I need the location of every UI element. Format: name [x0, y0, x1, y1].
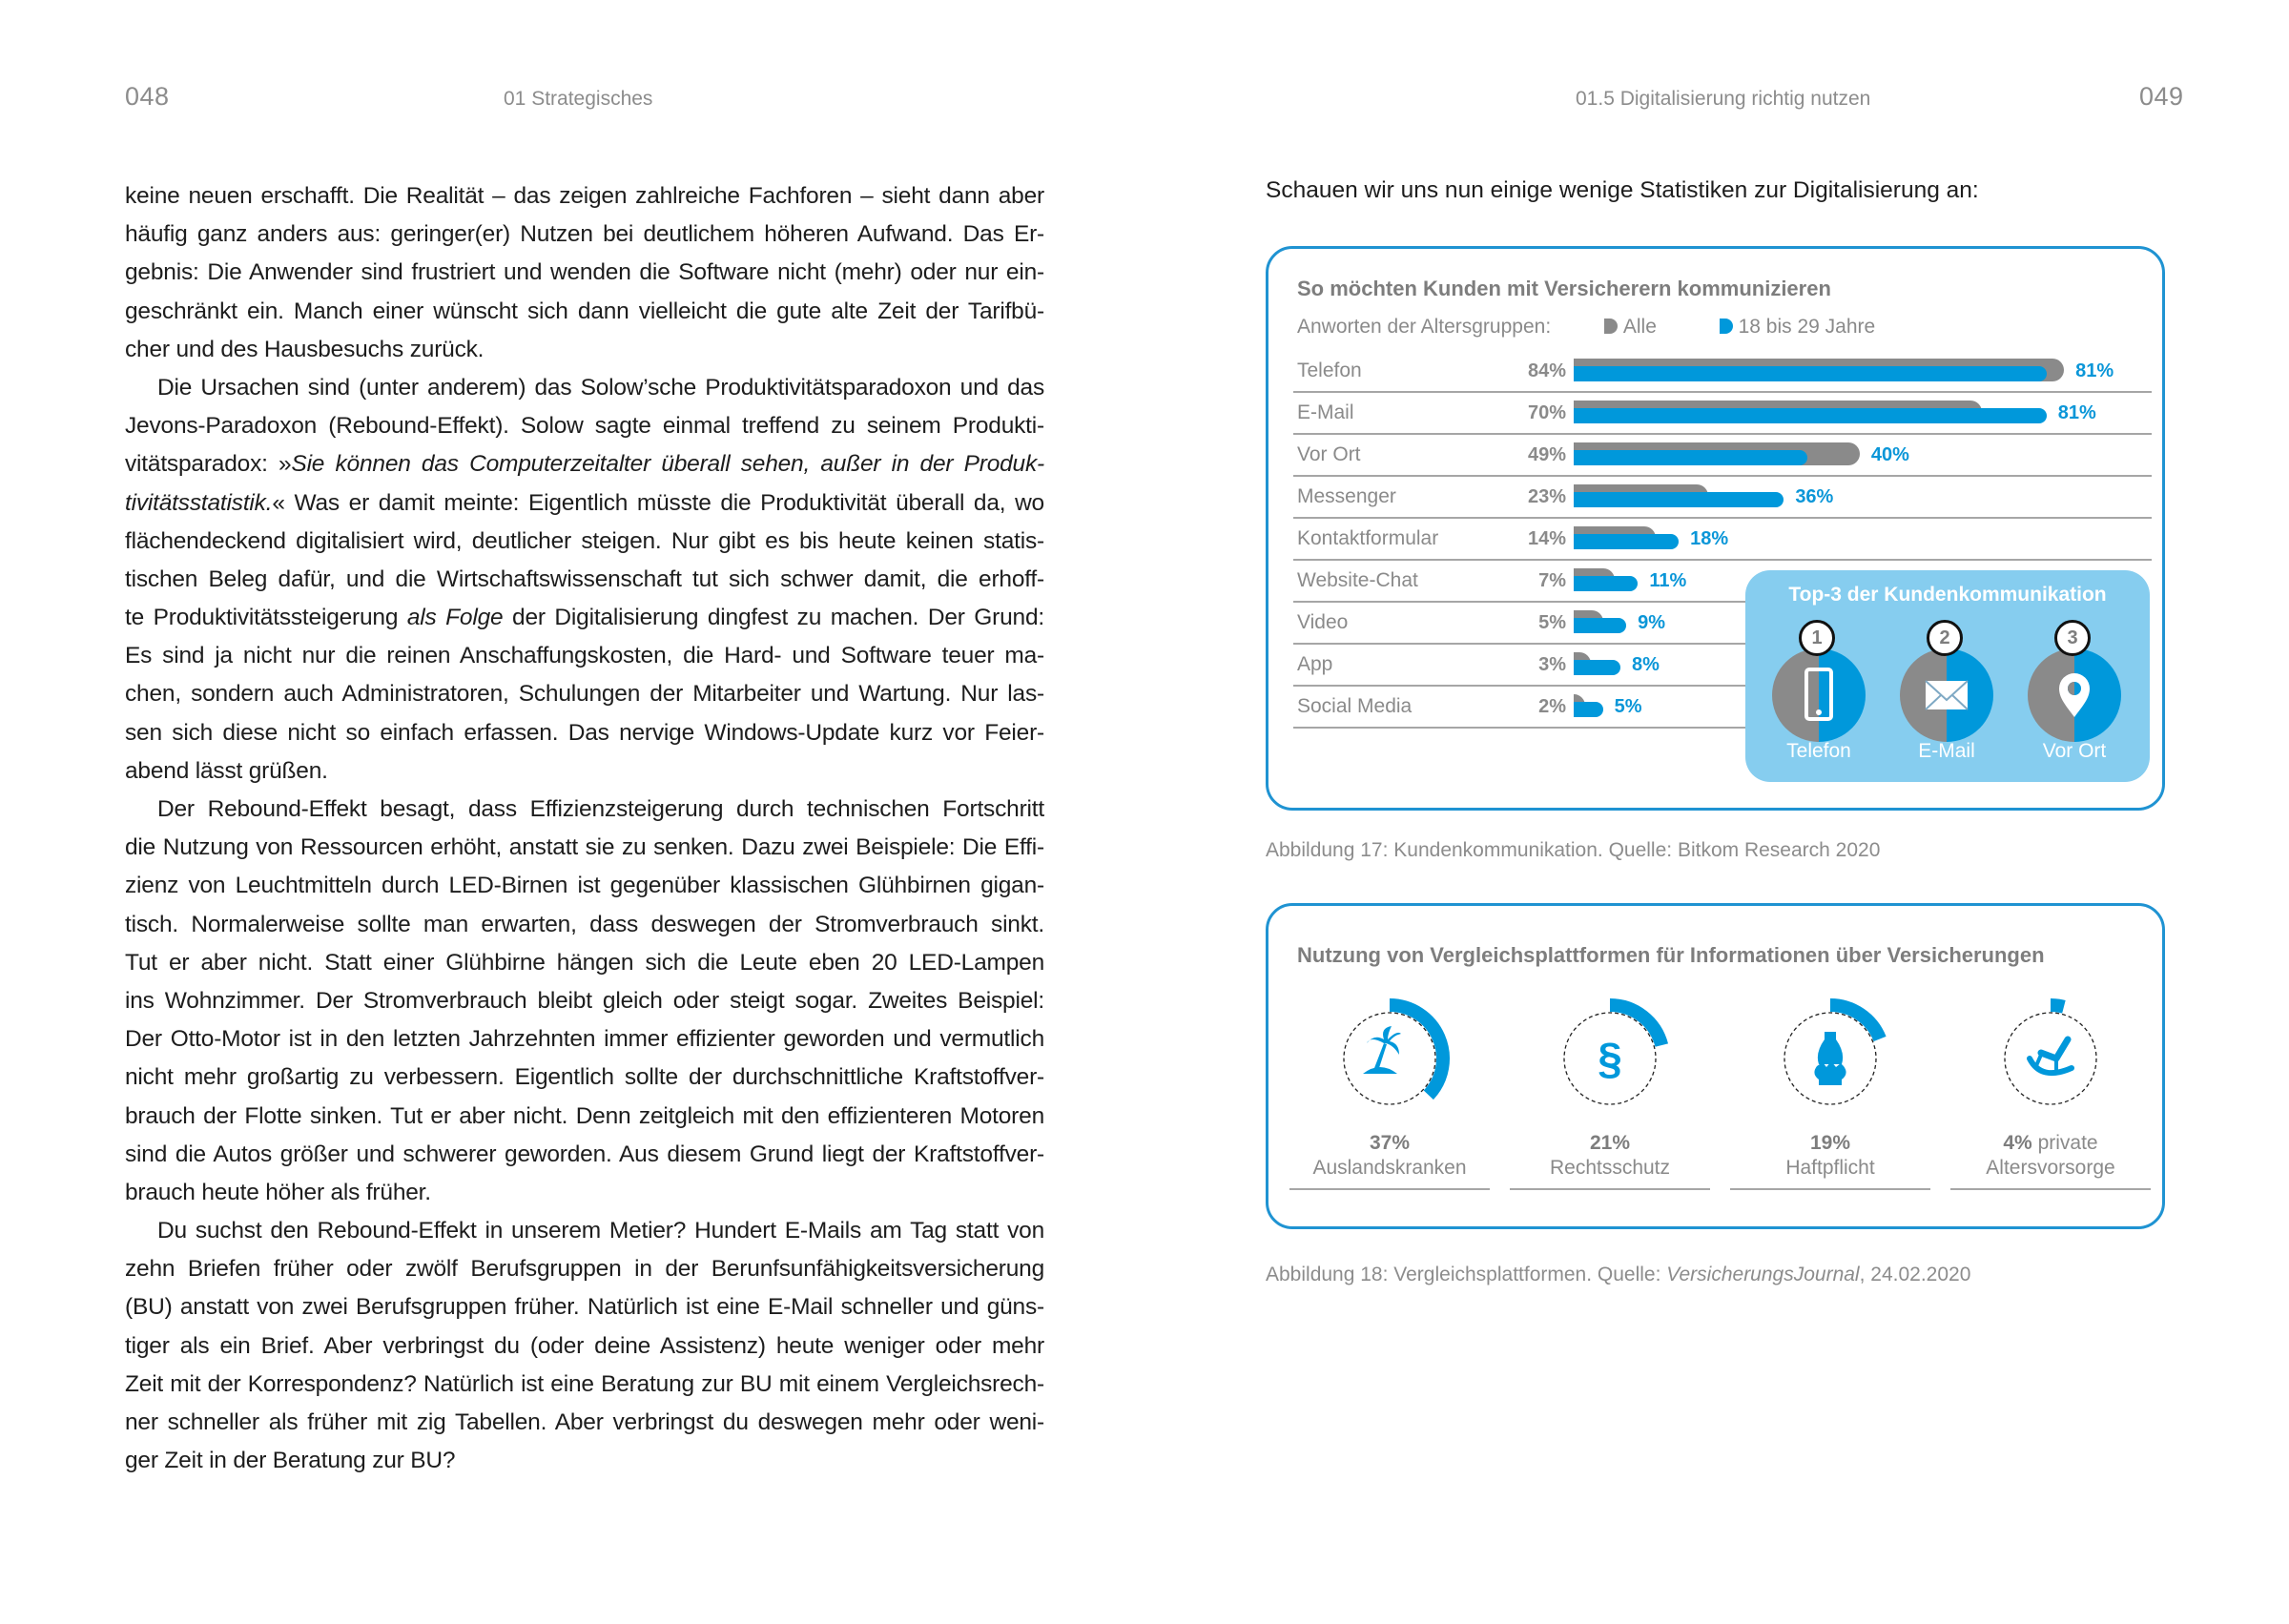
body-line: ger Zeit in der Beratung zur BU?	[125, 1448, 456, 1474]
bar-young	[1574, 660, 1620, 675]
left-page-body-text	[125, 177, 1044, 1480]
caption-suffix: , 24.02.2020	[1859, 1264, 1971, 1285]
legend-marker-all	[1604, 319, 1618, 334]
smartphone-icon	[1772, 648, 1866, 742]
location-pin-icon	[2028, 648, 2121, 742]
gauge-rechtsschutz	[1510, 992, 1710, 1190]
text-run: te Produktivitätssteigerung	[125, 605, 407, 631]
body-line: Es sind ja nicht nur die reinen Anschaffungskosten, die Hard- und Software teuer ma-	[125, 643, 1044, 669]
body-line: die Nutzung von Ressourcen erhöht, anstatt sie zu senken. Dazu zwei Beispiele: Die Effi-	[125, 834, 1044, 861]
gauge-percent	[1289, 1131, 1490, 1156]
gauge-separator	[1730, 1188, 1930, 1190]
category-label: Website-Chat	[1297, 569, 1418, 591]
legend-label-young: 18 bis 29 Jahre	[1738, 316, 1876, 338]
body-line: brauch der Flotte sinken. Tut er aber nicht. Denn zeitgleich mit den effizienteren Motoren	[125, 1102, 1044, 1129]
gauge-value: 4%	[2003, 1132, 2032, 1154]
split-circle	[1772, 648, 1866, 742]
body-line: (BU) anstatt von zwei Berufsgruppen früher. Natürlich ist eine E-Mail schneller und güns-	[125, 1294, 1044, 1321]
top3-title: Top-3 der Kundenkommunikation	[1788, 584, 2107, 606]
category-label: Telefon	[1297, 360, 1362, 381]
left-running-head: 01 Strategisches	[504, 88, 653, 110]
body-line: Der Otto-Motor ist in den letzten Jahrzehnten immer effizienter geworden und vermutlich	[125, 1026, 1044, 1053]
row-separator	[1293, 475, 2152, 477]
rank-badge: 1	[1799, 620, 1835, 656]
value-label-young: 40%	[1870, 444, 1909, 465]
caption-prefix: Abbildung 18: Vergleichsplattformen. Quelle:	[1266, 1264, 1667, 1285]
palm-tree-island-icon	[1363, 1026, 1401, 1074]
body-line: ner schneller als früher mit zig Tabellen. Aber verbringst du deswegen mehr oder weni-	[125, 1409, 1044, 1435]
gauge-ring	[1984, 992, 2117, 1125]
gauge-separator	[1510, 1188, 1710, 1190]
row-separator	[1293, 643, 1745, 645]
italic-text: als Folge	[406, 605, 504, 631]
row-separator	[1293, 601, 1745, 603]
value-label-all: 70%	[1527, 402, 1566, 423]
body-line: tisch. Normalerweise sollte man erwarten, dass deswegen der Stromverbrauch sinkt.	[125, 911, 1044, 937]
gauge-percent	[1950, 1131, 2151, 1156]
split-circle	[1900, 648, 1993, 742]
italic-text: Sie können das Computerzeitalter überall sehen, außer in der Produk-	[291, 451, 1044, 478]
body-line: geschränkt ein. Manch einer wünscht sich dann vielleicht die gute alte Zeit der Tarifbü-	[125, 298, 1044, 324]
row-separator	[1293, 517, 2152, 519]
envelope-icon	[1900, 648, 1993, 742]
gauge-ring	[1543, 992, 1677, 1125]
top3-item-telefon	[1766, 620, 1871, 772]
legend-label-all: Alle	[1622, 316, 1657, 338]
value-label-all: 5%	[1538, 612, 1566, 633]
value-label-all: 7%	[1538, 570, 1566, 591]
gauge-haftpflicht	[1730, 992, 1930, 1190]
body-line: ins Wohnzimmer. Der Stromverbrauch bleibt gleich oder steigt sogar. Zweites Beispiel:	[125, 987, 1044, 1014]
category-label: Vor Ort	[1297, 443, 1361, 465]
value-label-young: 36%	[1795, 486, 1834, 507]
rocking-chair-icon	[2030, 1039, 2072, 1074]
gauge-arc	[1830, 1005, 1880, 1038]
value-label-all: 23%	[1527, 486, 1566, 507]
legend-marker-young	[1720, 319, 1733, 334]
category-label: Social Media	[1297, 695, 1413, 717]
caption-source: VersicherungsJournal	[1666, 1264, 1860, 1285]
gauge-label: Auslandskranken	[1312, 1157, 1467, 1179]
body-line	[125, 484, 1044, 523]
bar-young	[1574, 702, 1603, 717]
top3-label: Vor Ort	[2042, 740, 2107, 762]
gauge-value: 21%	[1589, 1132, 1631, 1154]
right-page-number: 049	[2139, 82, 2184, 111]
paragraph-section-icon	[1598, 1034, 1622, 1083]
body-line: häufig ganz anders aus: geringer(er) Nutzen bei deutlichem höheren Aufwand. Das Er-	[125, 221, 1044, 248]
split-circle	[2028, 648, 2121, 742]
category-label: App	[1297, 653, 1333, 675]
value-label-young: 18%	[1690, 528, 1729, 549]
gauge-arc	[2051, 1005, 2064, 1007]
body-line: zehn Briefen früher oder zwölf Berufsgruppen in der Berunfsunfähigkeitsversicherung	[125, 1256, 1044, 1283]
gauge-percent	[1730, 1131, 1930, 1156]
text-run: vitätsparadox: »	[125, 451, 292, 478]
top3-label: E-Mail	[1918, 740, 1975, 762]
rank-badge: 2	[1927, 620, 1963, 656]
figure-17-caption: Abbildung 17: Kundenkommunikation. Quelle: Bitkom Research 2020	[1266, 839, 1881, 861]
body-line: tischen Beleg dafür, und die Wirtschaftswissenschaft tut sich schwer damit, die erhoff-	[125, 565, 1044, 592]
row-separator	[1293, 685, 1745, 687]
body-line: gebnis: Die Anwender sind frustriert und wenden die Software nicht (mehr) oder nur ein-	[125, 259, 1044, 286]
broken-vase-icon	[1814, 1032, 1846, 1085]
bar-young	[1574, 450, 1807, 465]
value-label-young: 9%	[1638, 612, 1665, 633]
body-line: zienz von Leuchtmitteln durch LED-Birnen ist gegenüber klassischen Glühbirnen gigan-	[125, 873, 1044, 899]
row-separator	[1293, 727, 1745, 729]
legend-caption: Anworten der Altersgruppen:	[1297, 316, 1552, 338]
gauge-label: Haftpflicht	[1785, 1157, 1875, 1179]
gauge-label: Rechtsschutz	[1549, 1157, 1671, 1179]
body-line: keine neuen erschafft. Die Realität – das zeigen zahlreiche Fachforen – sieht dann aber	[125, 183, 1044, 209]
gauge-separator	[1289, 1188, 1490, 1190]
left-page-number: 048	[125, 82, 170, 111]
value-label-all: 3%	[1538, 654, 1566, 675]
body-line: Tut er aber nicht. Statt einer Glühbirne hängen sich die Leute eben 20 LED-Lampen	[125, 949, 1044, 976]
value-label-young: 81%	[2075, 360, 2114, 381]
text-run: « Was er damit meinte: Eigentlich müsste die Produktivität überall da, wo	[272, 489, 1044, 516]
chart1-legend	[1297, 316, 1875, 339]
value-label-young: 8%	[1631, 654, 1660, 675]
body-line: Jevons-Paradoxon (Rebound-Effekt). Solow sagte einmal treffend zu seinem Produkti-	[125, 413, 1044, 440]
top3-panel	[1745, 570, 2150, 782]
body-line: abend lässt grüßen.	[125, 757, 328, 784]
body-line: sen sich diese nicht so einfach erfassen. Das nervige Windows-Update kurz vor Feier-	[125, 719, 1044, 746]
value-label-all: 84%	[1527, 360, 1566, 381]
body-line: Der Rebound-Effekt besagt, dass Effizienzsteigerung durch technischen Fortschritt	[157, 796, 1044, 822]
row-separator	[1293, 391, 2152, 393]
gauge-altersvorsorge	[1950, 992, 2151, 1190]
top3-label: Telefon	[1786, 740, 1851, 762]
rank-badge: 3	[2054, 620, 2091, 656]
value-label-young: 81%	[2057, 402, 2096, 423]
value-label-young: 5%	[1614, 696, 1642, 717]
row-separator	[1293, 559, 2152, 561]
bar-young	[1574, 492, 1784, 507]
top3-item-vor-ort	[2022, 620, 2127, 772]
value-label-young: 11%	[1649, 570, 1687, 591]
gauge-separator	[1950, 1188, 2151, 1190]
gauge-label: Altersvorsorge	[1986, 1157, 2115, 1179]
bar-young	[1574, 618, 1626, 633]
chart2-title: Nutzung von Vergleichsplattformen für Informationen über Versicherungen	[1297, 943, 2045, 967]
value-label-all: 49%	[1527, 444, 1566, 465]
body-line: brauch heute höher als früher.	[125, 1179, 431, 1205]
body-line: Die Ursachen sind (unter anderem) das Solow’sche Produktivitätsparadoxon und das	[157, 374, 1044, 401]
gauge-percent	[1510, 1131, 1710, 1156]
body-line: Zeit mit der Korrespondenz? Natürlich ist eine Beratung zur BU mit einem Vergleichsrech-	[125, 1370, 1044, 1397]
body-line: nicht mehr großartig zu verbessern. Eigentlich sollte der durchschnittliche Kraftstoffver-	[125, 1064, 1044, 1091]
chart1-title: So möchten Kunden mit Versicherern kommunizieren	[1297, 277, 1831, 300]
category-label: E-Mail	[1297, 401, 1354, 423]
body-line	[125, 599, 1044, 637]
bar-young	[1574, 366, 2047, 381]
row-separator	[1293, 433, 2152, 435]
body-line: tiger als ein Brief. Aber verbringst du (oder deine Assistenz) heute weniger oder mehr	[125, 1332, 1044, 1359]
figure-18-caption	[1266, 1264, 1970, 1286]
value-label-all: 14%	[1527, 528, 1566, 549]
bar-young	[1574, 408, 2047, 423]
body-line: sind die Autos größer und schwerer geworden. Aus diesem Grund liegt der Kraftstoffver-	[125, 1141, 1044, 1167]
category-label: Video	[1297, 611, 1349, 633]
gauge-auslandskranken	[1289, 992, 1490, 1190]
bar-young	[1574, 534, 1679, 549]
value-label-all: 2%	[1538, 696, 1566, 717]
gauge-ring	[1323, 992, 1456, 1125]
top3-item-email	[1894, 620, 1999, 772]
svg-text:§: §	[1598, 1034, 1622, 1083]
right-page-intro: Schauen wir uns nun einige wenige Statistiken zur Digitalisierung an:	[1266, 177, 1979, 203]
body-line: cher und des Hausbesuchs zurück.	[125, 336, 485, 362]
gauge-suffix: private	[2031, 1132, 2098, 1154]
gauge-value: 37%	[1369, 1132, 1411, 1154]
body-line: flächendeckend digitalisiert wird, deutlicher steigen. Nur gibt es bis heute keinen statis-	[125, 527, 1044, 554]
body-line: chen, sondern auch Administratoren, Schulungen der Mitarbeiter und Wartung. Nur las-	[125, 681, 1044, 708]
text-run: der Digitalisierung dingfest zu machen. Der Grund:	[503, 605, 1044, 631]
category-label: Kontaktformular	[1297, 527, 1439, 549]
bar-young	[1574, 576, 1638, 591]
category-label: Messenger	[1297, 485, 1396, 507]
gauge-ring	[1763, 992, 1897, 1125]
gauge-value: 19%	[1809, 1132, 1851, 1154]
body-line: Du suchst den Rebound-Effekt in unserem Metier? Hundert E-Mails am Tag statt von	[157, 1218, 1044, 1244]
body-line	[125, 445, 1044, 483]
right-running-head: 01.5 Digitalisierung richtig nutzen	[1576, 88, 1871, 110]
italic-text: tivitätsstatistik.	[125, 489, 273, 516]
